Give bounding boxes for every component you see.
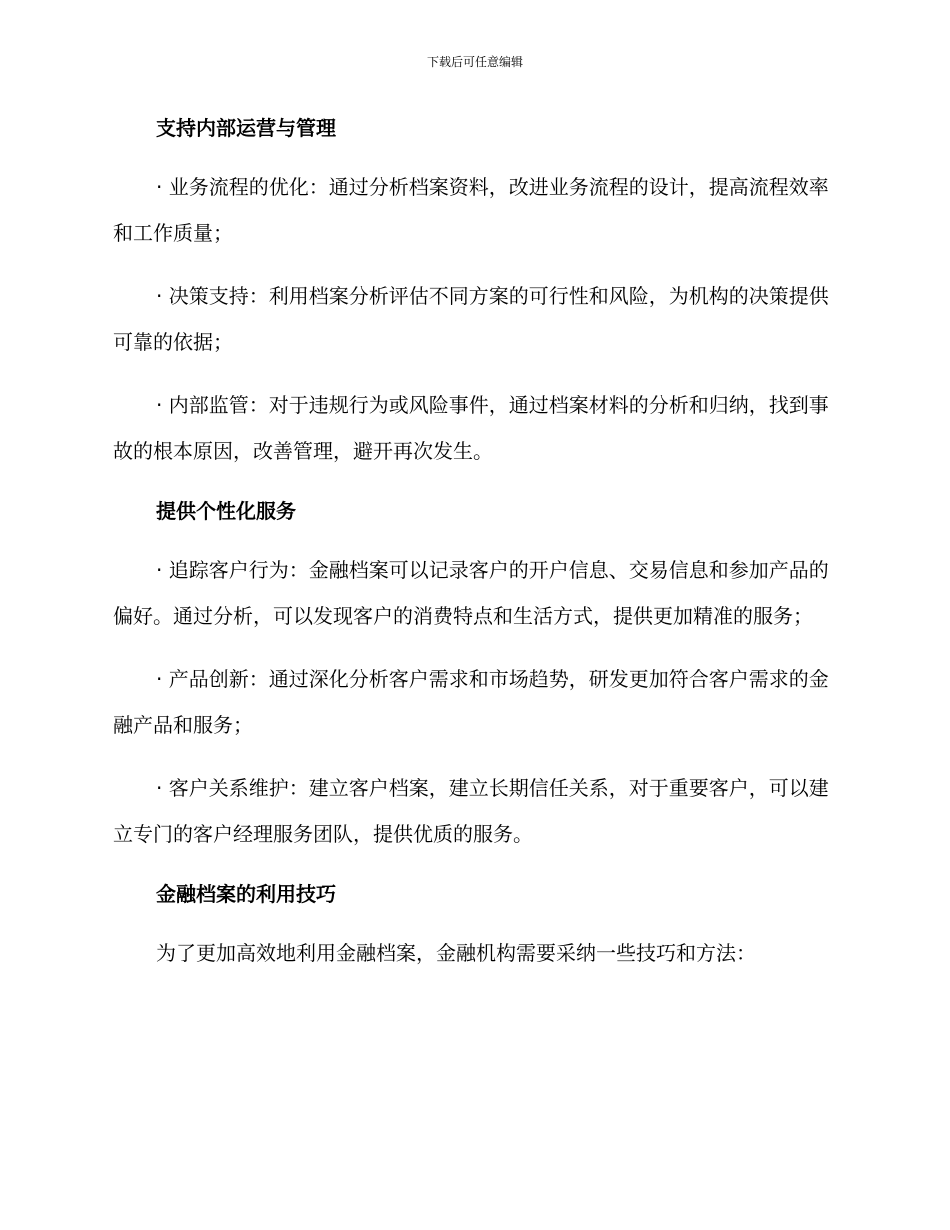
bullet-internal-supervision: · 内部监管：对于违规行为或风险事件，通过档案材料的分析和归纳，找到事故的根本原因，改善管理，避开再次发生。	[113, 393, 829, 463]
section-heading-utilization-tips: 金融档案的利用技巧	[156, 882, 336, 906]
bullet-product-innovation: · 产品创新：通过深化分析客户需求和市场趋势，研发更加符合客户需求的金融产品和服务；	[113, 667, 829, 737]
header-note: 下载后可任意编辑	[426, 55, 523, 69]
document-body	[113, 108, 838, 976]
bullet-customer-tracking: · 追踪客户行为：金融档案可以记录客户的开户信息、交易信息和参加产品的偏好。通过分析，可以发现客户的消费特点和生活方式，提供更加精准的服务；	[113, 558, 829, 628]
intro-paragraph: 为了更加高效地利用金融档案，金融机构需要采纳一些技巧和方法：	[156, 941, 756, 965]
bullet-customer-relations: · 客户关系维护：建立客户档案，建立长期信任关系，对于重要客户，可以建立专门的客户经理服务团队，提供优质的服务。	[113, 776, 829, 846]
section-heading-internal-operations: 支持内部运营与管理	[156, 116, 336, 140]
bullet-process-optimization: · 业务流程的优化：通过分析档案资料，改进业务流程的设计，提高流程效率和工作质量；	[113, 175, 829, 245]
section-heading-personalized-service: 提供个性化服务	[156, 499, 296, 523]
bullet-decision-support: · 决策支持：利用档案分析评估不同方案的可行性和风险，为机构的决策提供可靠的依据；	[113, 284, 829, 354]
